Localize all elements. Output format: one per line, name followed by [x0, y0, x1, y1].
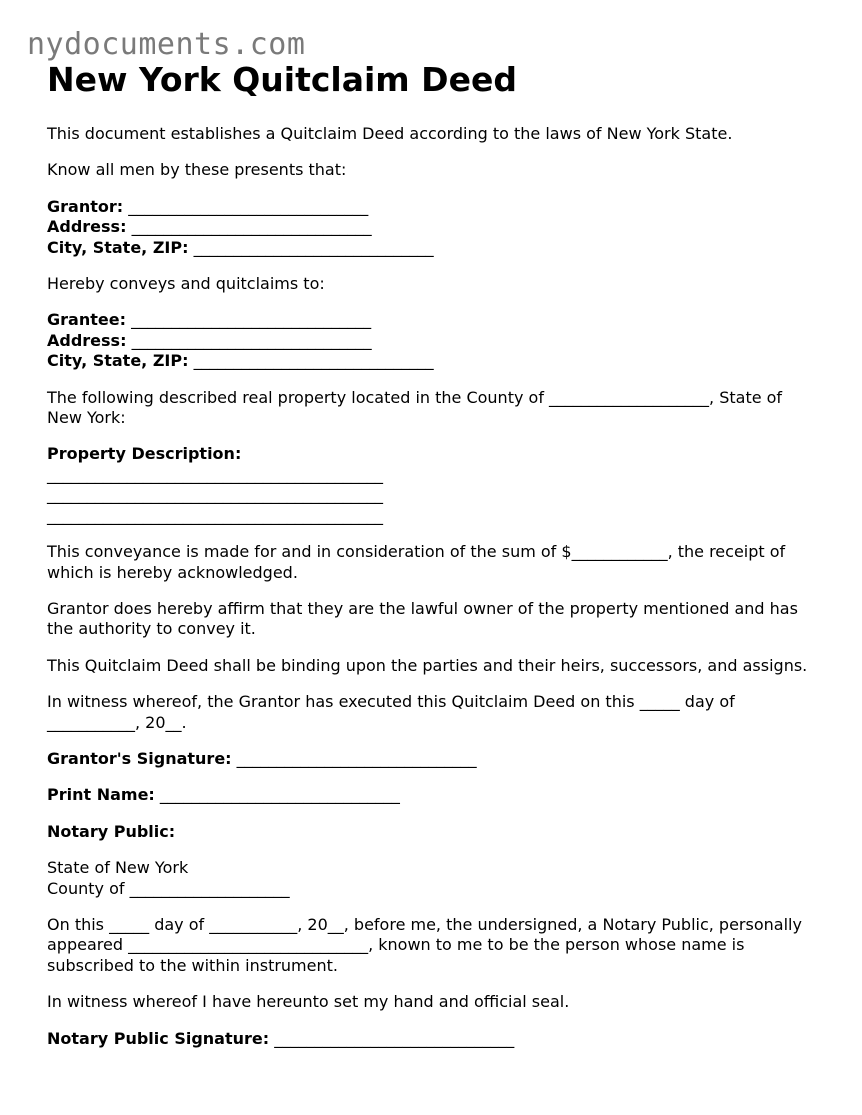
venue-block — [47, 858, 817, 899]
property-description-line: __________________________________________ — [47, 505, 383, 525]
property-located-paragraph: The following described real property located in the County of ____________________, State of New York: — [47, 387, 783, 428]
grantor-city-label: City, State, ZIP: — [47, 237, 189, 257]
grantor-signature-blank: ______________________________ — [236, 748, 477, 768]
document — [47, 58, 817, 1049]
grantee-address-line — [47, 331, 817, 351]
grantee-address-blank: ______________________________ — [131, 330, 372, 350]
grantee-address-label: Address: — [47, 330, 127, 350]
notary-signature-blank: ______________________________ — [274, 1028, 515, 1048]
grantor-address-blank: ______________________________ — [131, 217, 372, 237]
grantor-address-line — [47, 217, 817, 237]
state-line: State of New York — [47, 858, 189, 878]
notary-signature-label: Notary Public Signature: — [47, 1028, 270, 1048]
grantor-signature-line — [47, 749, 817, 769]
grantee-city-line — [47, 351, 817, 371]
consideration-paragraph: This conveyance is made for and in consideration of the sum of $____________, the receipt of which is hereby acknowledged. — [47, 542, 786, 582]
print-name-label: Print Name: — [47, 785, 155, 805]
binding-paragraph: This Quitclaim Deed shall be binding upon the parties and their heirs, successors, and assigns. — [47, 655, 808, 675]
grantor-name-blank: ______________________________ — [128, 196, 369, 216]
print-name-line — [47, 785, 817, 805]
grantee-name-line — [47, 310, 817, 330]
document-title: New York Quitclaim Deed — [47, 60, 517, 99]
property-description-block — [47, 444, 817, 526]
property-description-line: __________________________________________ — [47, 464, 383, 484]
grantor-city-line — [47, 238, 817, 258]
watermark: nydocuments.com — [27, 27, 306, 62]
acknowledgment-paragraph: On this _____ day of ___________, 20__, before me, the undersigned, a Notary Public, personally appeared ______________________________, known to me to be the person whose name is subscribed to the within instrument. — [47, 914, 802, 975]
property-description-label: Property Description: — [47, 444, 242, 464]
notary-heading: Notary Public: — [47, 821, 176, 841]
grantor-name-label: Grantor: — [47, 196, 124, 216]
grantee-city-label: City, State, ZIP: — [47, 351, 189, 371]
property-description-line: __________________________________________ — [47, 485, 383, 505]
grantor-city-blank: ______________________________ — [193, 237, 434, 257]
grantor-signature-label: Grantor's Signature: — [47, 748, 232, 768]
notary-signature-line — [47, 1029, 817, 1049]
grantor-address-label: Address: — [47, 217, 127, 237]
affirm-paragraph: Grantor does hereby affirm that they are the lawful owner of the property mentioned and has the authority to convey it. — [47, 598, 798, 639]
conveys-paragraph: Hereby conveys and quitclaims to: — [47, 274, 325, 294]
witness-grantor-paragraph: In witness whereof, the Grantor has executed this Quitclaim Deed on this _____ day of ___________, 20__. — [47, 692, 735, 732]
print-name-blank: ______________________________ — [159, 785, 400, 805]
grantee-name-blank: ______________________________ — [131, 310, 372, 330]
county-line: County of ____________________ — [47, 878, 290, 898]
intro-paragraph: This document establishes a Quitclaim Deed according to the laws of New York State. — [47, 124, 733, 143]
grantee-name-label: Grantee: — [47, 310, 126, 330]
grantee-block — [47, 310, 817, 371]
grantee-city-blank: ______________________________ — [193, 351, 434, 371]
grantor-block — [47, 197, 817, 258]
witness-notary-paragraph: In witness whereof I have hereunto set my hand and official seal. — [47, 992, 570, 1012]
know-all-paragraph: Know all men by these presents that: — [47, 160, 347, 180]
grantor-name-line — [47, 197, 817, 217]
